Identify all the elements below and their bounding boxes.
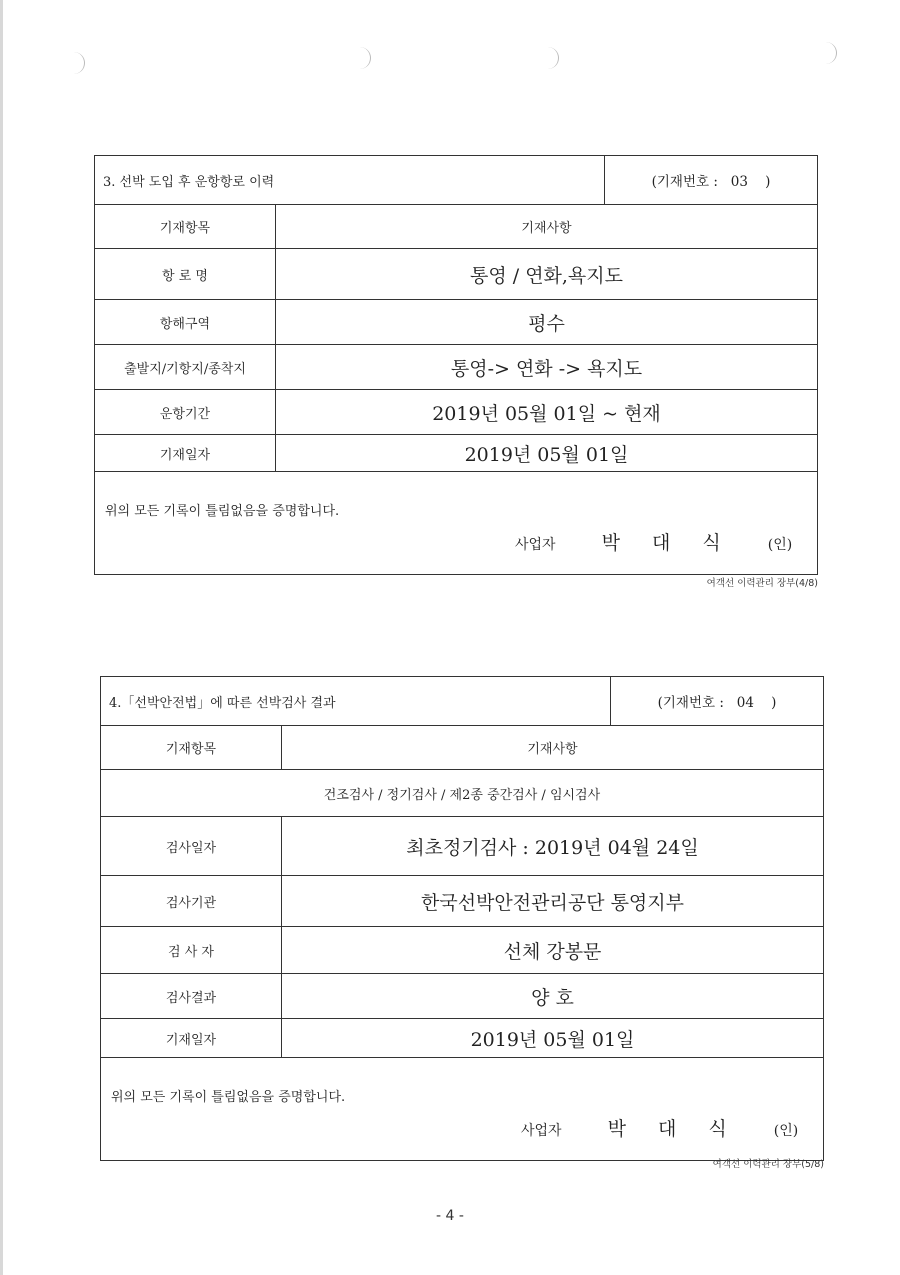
registration-number: (기재번호 : 04 ) xyxy=(657,695,777,711)
punch-hole-mark xyxy=(360,47,371,69)
table-row xyxy=(95,300,817,345)
signer-label: 사업자 xyxy=(521,1123,562,1139)
signer-name: 박 대 식 xyxy=(601,532,734,554)
row-value-navigation-area: 평수 xyxy=(528,312,565,335)
ledger-footer: 여객선 이력관리 장부(4/8) xyxy=(706,578,818,589)
seal-mark: (인) xyxy=(767,537,793,553)
column-header-row xyxy=(95,205,817,249)
table-row xyxy=(101,770,823,817)
row-value-operation-period: 2019년 05월 01일 ~ 현재 xyxy=(432,402,661,425)
signature-line xyxy=(521,1114,798,1141)
row-label-entry-date: 기재일자 xyxy=(101,1019,282,1057)
signer-label: 사업자 xyxy=(515,537,556,553)
registration-number: (기재번호 : 03 ) xyxy=(651,174,771,190)
ledger-footer: 여객선 이력관리 장부(5/8) xyxy=(712,1159,824,1170)
scan-edge xyxy=(0,0,3,1275)
row-label-inspection-result: 검사결과 xyxy=(101,974,282,1018)
row-label-inspector: 검 사 자 xyxy=(101,927,282,973)
column-header-item: 기재항목 xyxy=(95,205,276,248)
table-row xyxy=(95,390,817,435)
row-value-route-name: 통영 / 연화,욕지도 xyxy=(470,264,623,287)
row-value-entry-date: 2019년 05월 01일 xyxy=(470,1028,635,1051)
punch-hole-mark xyxy=(548,47,559,69)
row-value-inspection-agency: 한국선박안전관리공단 통영지부 xyxy=(421,891,684,914)
certification-statement: 위의 모든 기록이 틀림없음을 증명합니다. xyxy=(105,504,340,519)
column-header-content: 기재사항 xyxy=(521,221,572,236)
table-row xyxy=(95,345,817,390)
punch-hole-mark xyxy=(826,42,837,64)
section-inspection-results xyxy=(100,676,824,1170)
signer-name: 박 대 식 xyxy=(607,1118,740,1140)
table-row xyxy=(95,249,817,300)
row-value-ports: 통영-> 연화 -> 욕지도 xyxy=(450,357,643,380)
table-row xyxy=(101,817,823,876)
inspection-results-table xyxy=(100,676,824,1161)
row-label-navigation-area: 항해구역 xyxy=(95,300,276,344)
section-route-history xyxy=(94,155,818,589)
page-number: - 4 - xyxy=(436,1208,464,1224)
row-label-ports: 출발지/기항지/종착지 xyxy=(95,345,276,389)
table-row xyxy=(101,876,823,927)
column-header-item: 기재항목 xyxy=(101,726,282,769)
row-label-entry-date: 기재일자 xyxy=(95,435,276,471)
section-title: 4.「선박안전법」에 따른 선박검사 결과 xyxy=(101,677,611,725)
row-label-inspection-agency: 검사기관 xyxy=(101,876,282,926)
table-row xyxy=(95,435,817,472)
certification-block xyxy=(95,472,817,574)
certification-block xyxy=(101,1058,823,1160)
table-row xyxy=(101,974,823,1019)
section-title: 3. 선박 도입 후 운항항로 이력 xyxy=(95,156,605,204)
table-row xyxy=(101,927,823,974)
table-header-row xyxy=(101,677,823,726)
row-label-route-name: 항 로 명 xyxy=(95,249,276,299)
certification-statement: 위의 모든 기록이 틀림없음을 증명합니다. xyxy=(111,1090,346,1105)
row-label-operation-period: 운항기간 xyxy=(95,390,276,434)
table-header-row xyxy=(95,156,817,205)
row-value-inspector: 선체 강봉문 xyxy=(503,940,602,963)
signature-line xyxy=(515,528,792,555)
row-label-inspection-date: 검사일자 xyxy=(101,817,282,875)
seal-mark: (인) xyxy=(773,1123,799,1139)
row-value-entry-date: 2019년 05월 01일 xyxy=(464,443,629,466)
route-history-table xyxy=(94,155,818,575)
row-value-inspection-date: 최초정기검사 : 2019년 04월 24일 xyxy=(406,836,699,859)
inspection-types: 건조검사 / 정기검사 / 제2종 중간검사 / 임시검사 xyxy=(323,787,601,803)
table-row xyxy=(101,1019,823,1058)
column-header-row xyxy=(101,726,823,770)
column-header-content: 기재사항 xyxy=(527,742,578,757)
row-value-inspection-result: 양 호 xyxy=(531,986,574,1009)
punch-hole-mark xyxy=(74,52,85,74)
